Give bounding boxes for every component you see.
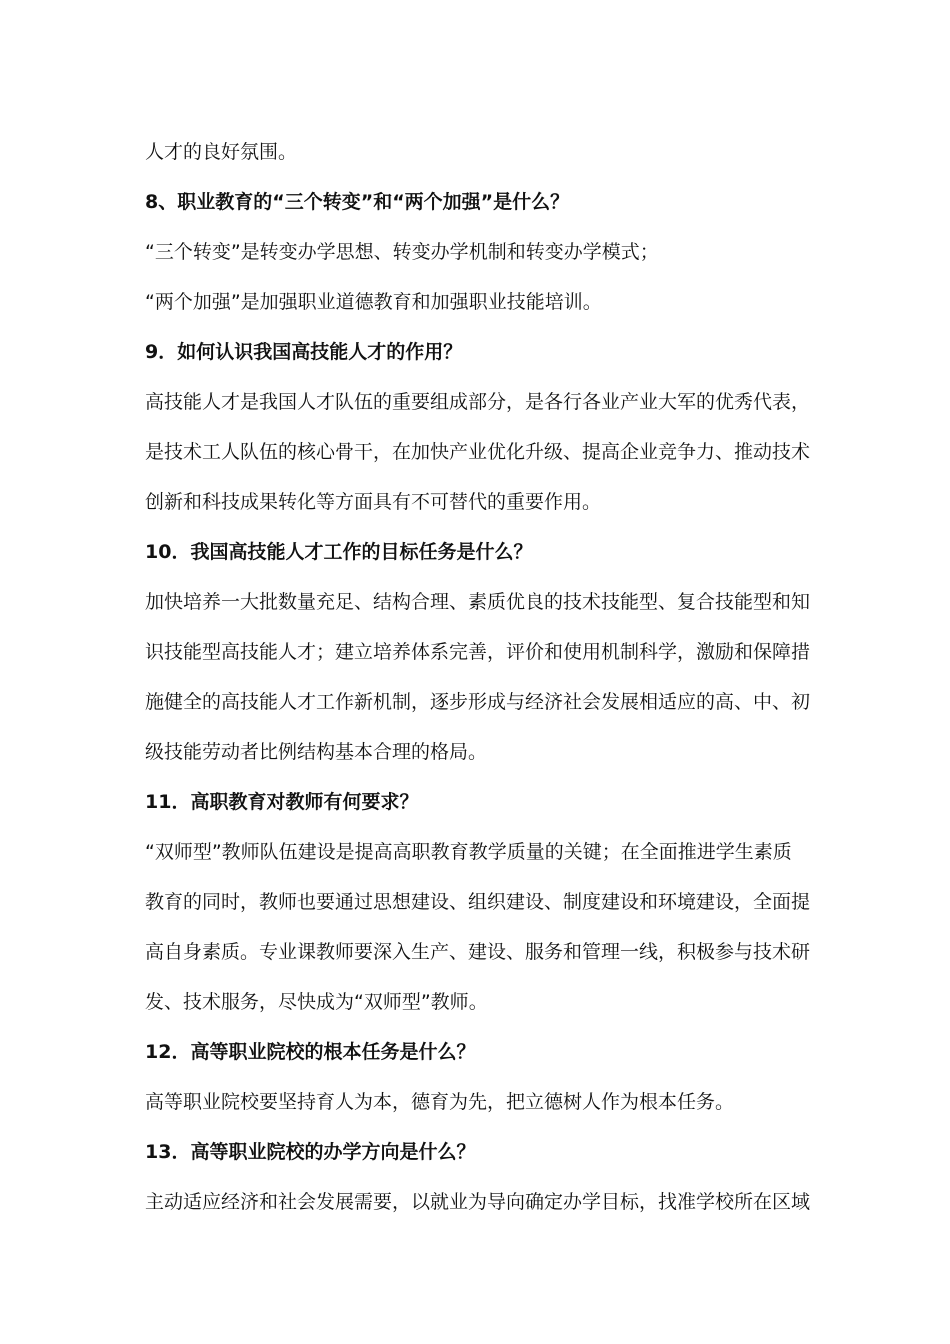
answer-line: “两个加强”是加强职业道德教育和加强职业技能培训。 [145,291,602,313]
answer-line: 高技能人才是我国人才队伍的重要组成部分，是各行各业产业大军的优秀代表， [145,391,811,413]
answer-line: 是技术工人队伍的核心骨干，在加快产业优化升级、提高企业竞争力、推动技术 [145,441,811,463]
answer-line: “双师型”教师队伍建设是提高高职教育教学质量的关键；在全面推进学生素质 [145,841,792,863]
question-heading-8: 8、职业教育的“三个转变”和“两个加强”是什么？ [145,191,570,213]
answer-line: 发、技术服务，尽快成为“双师型”教师。 [145,991,488,1013]
answer-line: 施健全的高技能人才工作新机制，逐步形成与经济社会发展相适应的高、中、初 [145,691,811,713]
answer-line: 加快培养一大批数量充足、结构合理、素质优良的技术技能型、复合技能型和知 [145,591,811,613]
question-heading-13: 13．高等职业院校的办学方向是什么？ [145,1141,476,1163]
answer-line: 高自身素质。专业课教师要深入生产、建设、服务和管理一线，积极参与技术研 [145,941,811,963]
question-heading-11: 11．高职教育对教师有何要求？ [145,791,419,813]
answer-line: 主动适应经济和社会发展需要，以就业为导向确定办学目标，找准学校所在区域 [145,1191,811,1213]
answer-line: “三个转变”是转变办学思想、转变办学机制和转变办学模式； [145,241,659,263]
text-line: 人才的良好氛围。 [145,141,298,163]
answer-line: 创新和科技成果转化等方面具有不可替代的重要作用。 [145,491,602,513]
answer-line: 教育的同时，教师也要通过思想建设、组织建设、制度建设和环境建设，全面提 [145,891,811,913]
answer-line: 识技能型高技能人才；建立培养体系完善，评价和使用机制科学，激励和保障措 [145,641,811,663]
answer-line: 高等职业院校要坚持育人为本，德育为先，把立德树人作为根本任务。 [145,1091,735,1113]
question-heading-12: 12．高等职业院校的根本任务是什么？ [145,1041,476,1063]
question-heading-9: 9．如何认识我国高技能人才的作用？ [145,341,463,363]
answer-line: 级技能劳动者比例结构基本合理的格局。 [145,741,488,763]
question-heading-10: 10．我国高技能人才工作的目标任务是什么？ [145,541,533,563]
